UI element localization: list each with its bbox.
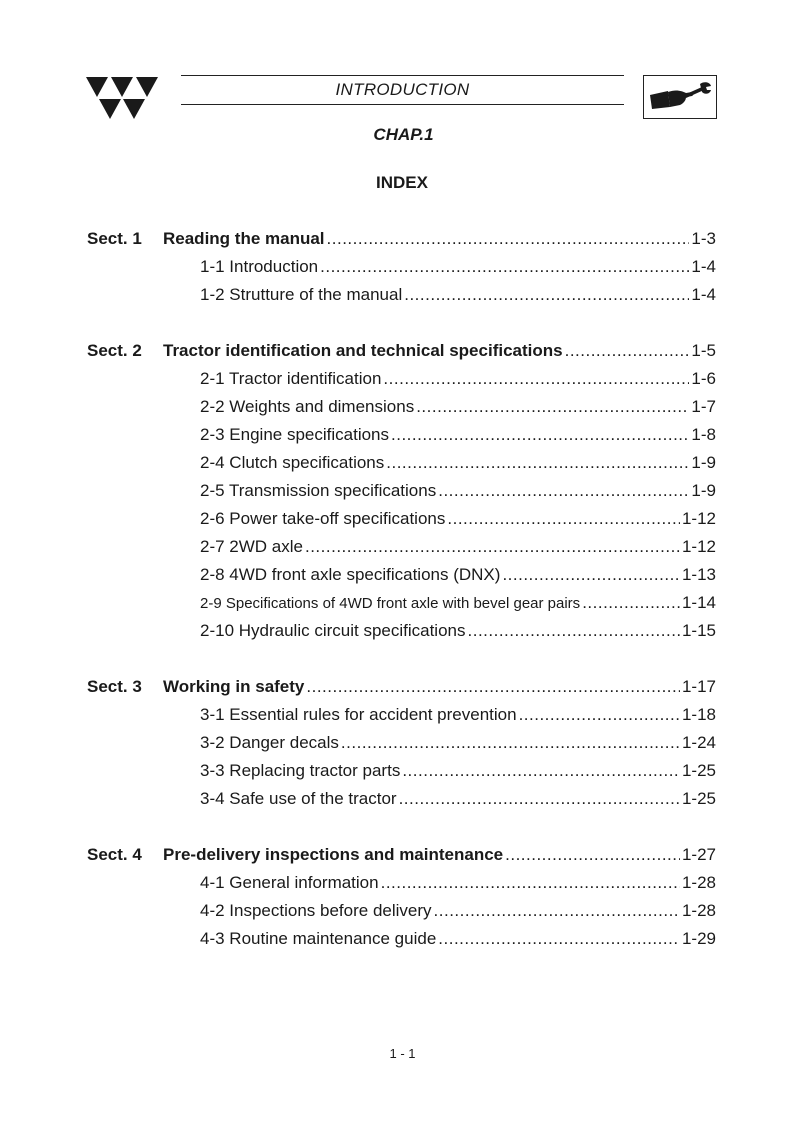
section-title: Reading the manual — [163, 229, 325, 248]
toc-entry — [200, 872, 716, 894]
index-title: INDEX — [376, 173, 428, 192]
page-number: 1-17 — [681, 677, 716, 696]
section-label: Sect. 4 — [87, 845, 142, 864]
page-number: 1-28 — [681, 873, 716, 892]
toc-entry — [200, 368, 716, 390]
entry-title: 3-2 Danger decals — [200, 733, 339, 752]
toc-section-4 — [87, 844, 716, 866]
page-number: 1-24 — [681, 733, 716, 752]
toc-entry — [200, 284, 716, 306]
toc-entry — [200, 452, 716, 474]
page-number: 1-29 — [681, 929, 716, 948]
toc-entry — [200, 480, 716, 502]
toc-entry — [200, 900, 716, 922]
entry-title: 4-2 Inspections before delivery — [200, 901, 432, 920]
page-number: 1-9 — [691, 453, 716, 472]
dot-leader — [386, 452, 689, 474]
header-title: INTRODUCTION — [335, 80, 470, 99]
page-number: 1-9 — [691, 481, 716, 500]
page-number: 1-5 — [691, 341, 716, 360]
page-number: 1-15 — [681, 621, 716, 640]
toc-entry — [200, 620, 716, 642]
page-number: 1-12 — [681, 509, 716, 528]
entry-title: 3-3 Replacing tractor parts — [200, 761, 401, 780]
page-number: 1-25 — [681, 761, 716, 780]
toc-section-3 — [87, 676, 716, 698]
page-number: 1-28 — [681, 901, 716, 920]
dot-leader — [402, 760, 680, 782]
dot-leader — [447, 508, 680, 530]
footer-page-number: 1 - 1 — [389, 1046, 416, 1061]
dot-leader — [399, 788, 680, 810]
section-label: Sect. 3 — [87, 677, 142, 696]
dot-leader — [383, 368, 689, 390]
page-number: 1-12 — [681, 537, 716, 556]
dot-leader — [381, 872, 680, 894]
dot-leader — [320, 256, 689, 278]
entry-title: 3-4 Safe use of the tractor — [200, 789, 397, 808]
toc-entry — [200, 760, 716, 782]
entry-title: 2-3 Engine specifications — [200, 425, 390, 444]
dot-leader — [404, 284, 689, 306]
dot-leader — [468, 620, 680, 642]
entry-title: 2-9 Specifications of 4WD front axle with bevel gear pairs — [200, 595, 581, 612]
toc-entry — [200, 564, 716, 586]
page-number: 1-13 — [681, 565, 716, 584]
toc-entry — [200, 592, 716, 614]
entry-title: 2-6 Power take-off specifications — [200, 509, 446, 528]
dot-leader — [438, 928, 680, 950]
entry-title: 2-2 Weights and dimensions — [200, 397, 415, 416]
entry-title: 2-4 Clutch specifications — [200, 453, 385, 472]
entry-title: 2-5 Transmission specifications — [200, 481, 437, 500]
section-title: Working in safety — [163, 677, 305, 696]
dot-leader — [391, 424, 689, 446]
entry-title: 2-10 Hydraulic circuit specifications — [200, 621, 466, 640]
dot-leader — [565, 340, 690, 362]
dot-leader — [519, 704, 680, 726]
section-label: Sect. 1 — [87, 229, 142, 248]
page-number: 1-27 — [681, 845, 716, 864]
dot-leader — [327, 228, 690, 250]
section-label: Sect. 2 — [87, 341, 142, 360]
entry-title: 4-3 Routine maintenance guide — [200, 929, 437, 948]
chapter-label: CHAP.1 — [373, 125, 434, 144]
dot-leader — [582, 592, 680, 614]
dot-leader — [306, 676, 680, 698]
entry-title: 2-8 4WD front axle specifications (DNX) — [200, 565, 501, 584]
dot-leader — [416, 396, 689, 418]
toc-entry — [200, 424, 716, 446]
toc-section-2 — [87, 340, 716, 362]
page-number: 1-7 — [691, 397, 716, 416]
entry-title: 2-1 Tractor identification — [200, 369, 382, 388]
toc-entry — [200, 928, 716, 950]
toc-entry — [200, 536, 716, 558]
section-title: Tractor identification and technical specifications — [163, 341, 563, 360]
entry-title: 2-7 2WD axle — [200, 537, 303, 556]
page-number: 1-8 — [691, 425, 716, 444]
entry-title: 1-1 Introduction — [200, 257, 319, 276]
page-number: 1-25 — [681, 789, 716, 808]
toc-entry — [200, 732, 716, 754]
page-number: 1-4 — [691, 285, 716, 304]
toc-entry — [200, 788, 716, 810]
dot-leader — [502, 564, 680, 586]
page-number: 1-4 — [691, 257, 716, 276]
entry-title: 3-1 Essential rules for accident prevention — [200, 705, 517, 724]
dot-leader — [305, 536, 680, 558]
toc-entry — [200, 396, 716, 418]
page-number: 1-6 — [691, 369, 716, 388]
entry-title: 1-2 Strutture of the manual — [200, 285, 403, 304]
section-title: Pre-delivery inspections and maintenance — [163, 845, 504, 864]
dot-leader — [438, 480, 689, 502]
toc-entry — [200, 508, 716, 530]
page-number: 1-14 — [681, 593, 716, 612]
toc-entry — [200, 256, 716, 278]
dot-leader — [505, 844, 680, 866]
entry-title: 4-1 General information — [200, 873, 379, 892]
page-number: 1-3 — [691, 229, 716, 248]
dot-leader — [434, 900, 680, 922]
dot-leader — [341, 732, 680, 754]
toc-entry — [200, 704, 716, 726]
page-number: 1-18 — [681, 705, 716, 724]
toc-section-1 — [87, 228, 716, 250]
